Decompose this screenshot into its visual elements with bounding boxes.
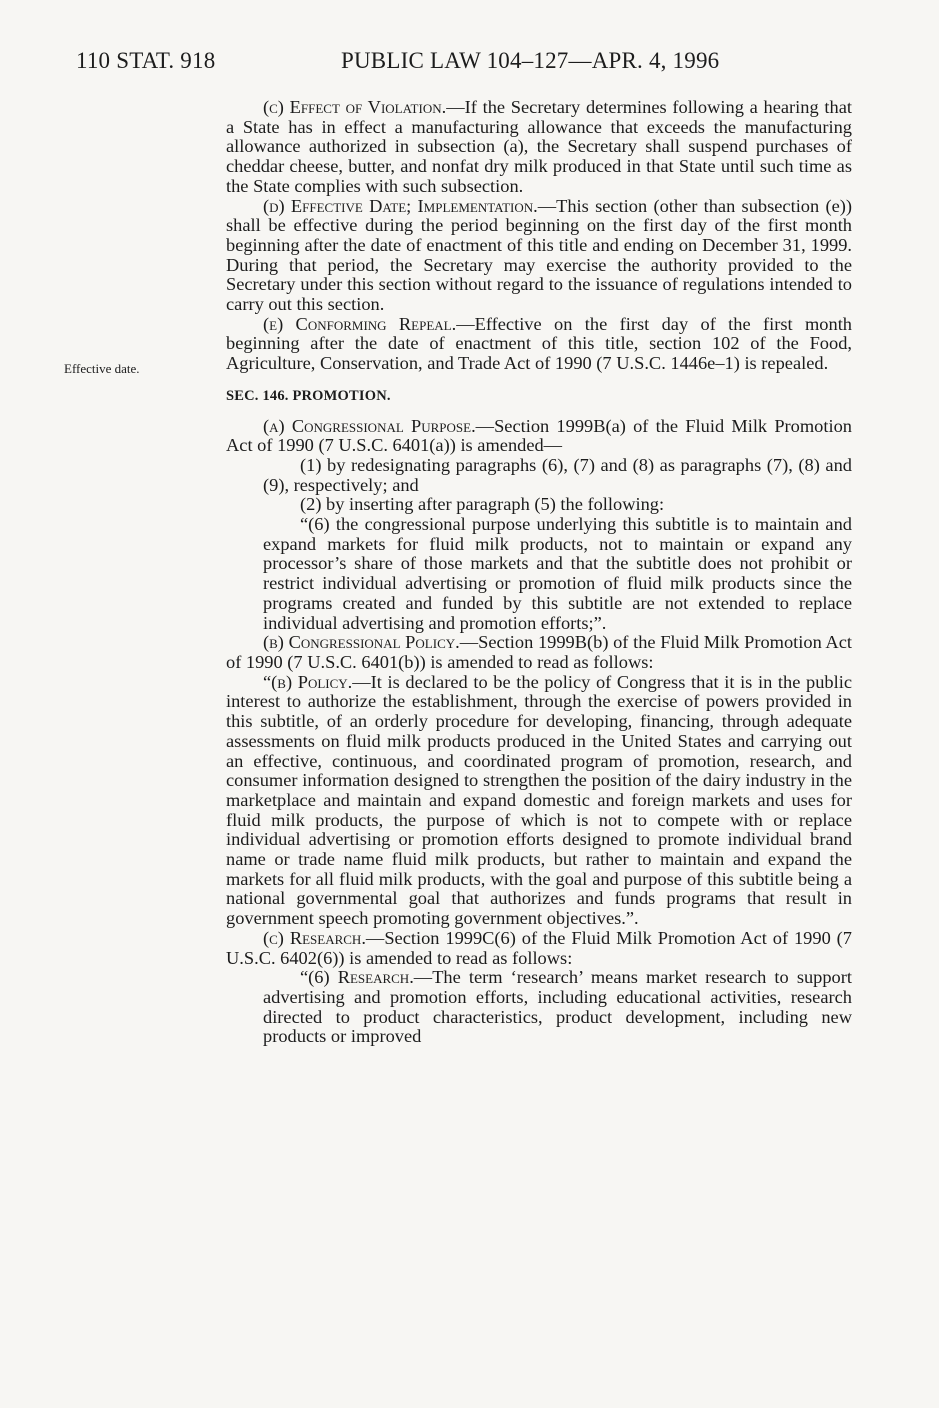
paragraph-text: —This section (other than subsection (e)) shall be effective during the period beginning on the first day of the first month beginning after the date of enactment of this title and ending on December 31, 1999. During that period, the Secretary may exercise the authority provided to the Secretary under this section without regard to the issuance of regulations intended to carry out this section. — [226, 195, 852, 315]
paragraph-e-conforming-repeal — [226, 315, 852, 374]
quoted-paragraph-b-policy — [226, 673, 852, 929]
paragraph-b-congressional-policy — [226, 633, 852, 672]
quoted-paragraph-6: “(6) the congressional purpose underlying this subtitle is to maintain and expand markets for fluid milk products, not to maintain or expand any processor’s share of those markets and that the subtitle does not prohibit or restrict individual advertising or promotion of fluid milk products since the programs created and funded by this subtitle are not extended to replace individual advertising and promotion efforts;”. — [263, 514, 852, 633]
section-heading: SEC. 146. PROMOTION. — [226, 387, 391, 404]
paragraph-text: —If the Secretary determines following a hearing that a State has in effect a manufacturing allowance that exceeds the manufacturing allowance authorized in subsection (a), the Secretary shall suspend purchases of cheddar cheese, butter, and nonfat dry milk produced in that State until such time as the State complies with such subsection. — [226, 97, 852, 196]
paragraph-text: —Section 1999B(b) of the Fluid Milk Promotion Act of 1990 (7 U.S.C. 6401(b)) is amended to read as follows: — [226, 632, 852, 672]
paragraph-a-congressional-purpose — [226, 417, 852, 456]
paragraph-heading: (d) Effective Date; Implementation. — [263, 195, 538, 216]
list-item-2: (2) by inserting after paragraph (5) the following: — [300, 494, 665, 515]
list-item-1: (1) by redesignating paragraphs (6), (7) and (8) as paragraphs (7), (8) and (9), respectively; and — [263, 454, 852, 495]
paragraph-text: —It is declared to be the policy of Congress that it is in the public interest to authorize the establishment, through the exercise of powers provided in this subtitle, of an orderly procedure for developing, financing, through adequate assessments on fluid milk products produced in the United States and carrying out an effective, continuous, and coordinated program of promotion, research, and consumer information designed to strengthen the position of the dairy industry in the marketplace and maintain and expand domestic and foreign markets and uses for fluid milk products, the purpose of which is not to compete with or replace individual advertising or promotion efforts designed to promote individual brand name or trade name fluid milk products, but rather to maintain and expand the markets for all fluid milk products, with the goal and purpose of this subtitle being a national governmental goal that authorizes and funds programs that result in government speech promoting government objectives.”. — [226, 671, 852, 929]
paragraph-text: —Effective on the first day of the first month beginning after the date of enactment of this title, section 102 of the Food, Agriculture, Conservation, and Trade Act of 1990 (7 U.S.C. 1446e–1) is repealed. — [226, 313, 853, 374]
paragraph-heading: (c) Effect of Violation. — [263, 97, 447, 117]
paragraph-heading: (b) Congressional Policy. — [263, 632, 460, 653]
paragraph-heading: “(b) Policy. — [263, 671, 353, 692]
quoted-paragraph-6-research — [226, 968, 852, 1047]
paragraph-heading: (a) Congressional Purpose. — [263, 415, 476, 436]
paragraph-heading: (e) Conforming Repeal. — [263, 313, 457, 334]
paragraph-text: —Section 1999B(a) of the Fluid Milk Promotion Act of 1990 (7 U.S.C. 6401(a)) is amended— — [226, 415, 852, 456]
paragraph-heading: “(6) Research. — [300, 967, 414, 988]
paragraph-text: —The term ‘research’ means market research to support advertising and promotion efforts, including educational activities, research directed to product characteristics, product development, including new products or improved — [263, 967, 852, 1047]
paragraph-heading: (c) Research. — [263, 927, 366, 948]
page-stat-citation: 110 STAT. 918 — [76, 48, 216, 73]
page-law-header: PUBLIC LAW 104–127—APR. 4, 1996 — [341, 48, 720, 73]
paragraph-d-effective-date — [226, 197, 852, 315]
paragraph-text: —Section 1999C(6) of the Fluid Milk Promotion Act of 1990 (7 U.S.C. 6402(6)) is amended to read as follows: — [226, 927, 852, 968]
margin-note-effective-date: Effective date. — [64, 361, 140, 376]
paragraph-c-effect-of-violation — [226, 98, 852, 197]
paragraph-c-research — [226, 929, 852, 968]
body-text-column — [226, 98, 852, 1047]
